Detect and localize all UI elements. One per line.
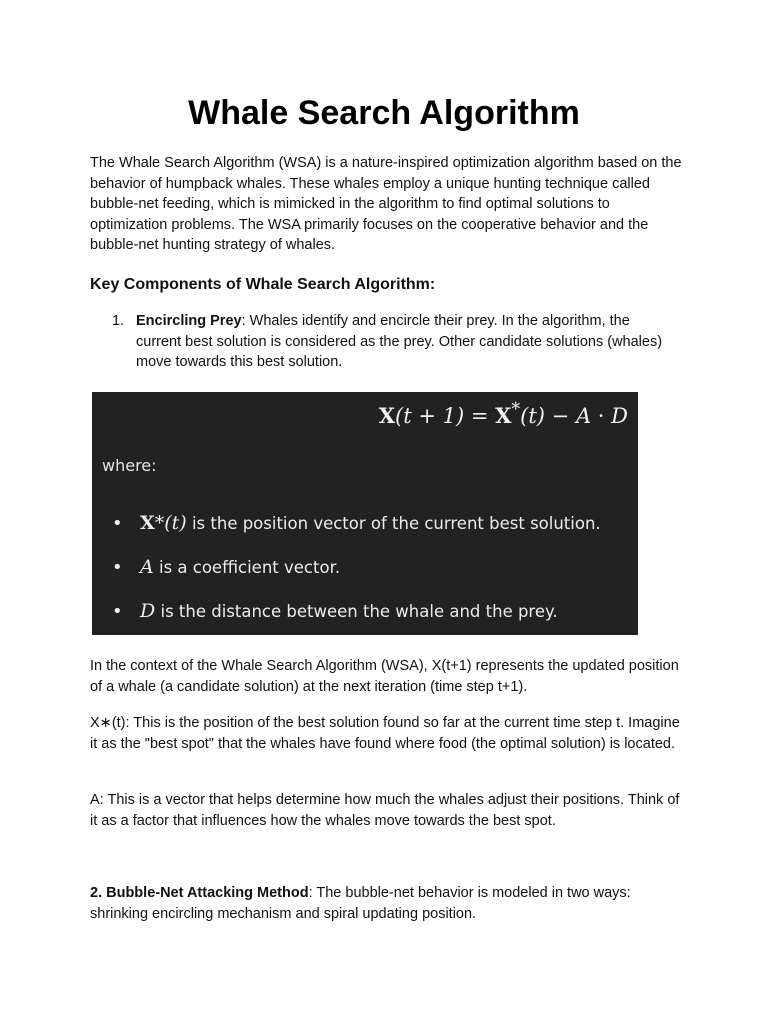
- intro-paragraph: The Whale Search Algorithm (WSA) is a nature-inspired optimization algorithm based on the behavior of humpback whales. These whales employ a unique hunting technique called bubble-net feeding, which is mimicked in the algorithm to find optimal solutions to optimization problems. The WSA primarily focuses on the cooperative behavior and the bubble-net hunting strategy of whales.: [90, 155, 682, 253]
- list-item-description: : Whales identify and encircle their prey. In the algorithm, the current best solution is considered as the prey. Other candidate solutions (whales) move towards this best solution.: [136, 313, 663, 370]
- bullet-dot-icon: •: [112, 601, 123, 622]
- bubble-net-paragraph: [90, 883, 690, 924]
- update-equation: [379, 392, 628, 434]
- eq-rhs-arg: (t) −: [520, 404, 576, 428]
- bullet-symbol-main: A: [140, 556, 154, 578]
- equation-image: [92, 392, 638, 635]
- eq-a-symbol: A: [575, 404, 592, 428]
- section-heading: Key Components of Whale Search Algorithm:: [90, 276, 436, 293]
- bullet-text: is a coefficient vector.: [153, 558, 341, 577]
- bullet-symbol-rest: *(t): [154, 512, 187, 534]
- context-paragraph: In the context of the Whale Search Algorithm (WSA), X(t+1) represents the updated position of a whale (a candidate solution) at the next iteration (time step t+1).: [90, 658, 679, 695]
- bullet-dot-icon: •: [112, 557, 123, 578]
- list-item-text: [136, 311, 666, 373]
- bullet-text: is the position vector of the current best solution.: [186, 514, 601, 533]
- bullet-text: is the distance between the whale and the prey.: [155, 602, 558, 621]
- eq-xstar-symbol: X: [495, 403, 512, 428]
- eq-dot: ·: [591, 404, 612, 428]
- bullet-a: [112, 556, 632, 578]
- eq-star: *: [511, 400, 521, 420]
- xstar-paragraph: X∗(t): This is the position of the best solution found so far at the current time step t. Imagine it as the "best spot" that the whales have found where food (the optimal solution) is located.: [90, 715, 680, 752]
- bullet-symbol-main: X: [140, 512, 155, 534]
- bullet-symbol-main: D: [140, 600, 156, 622]
- eq-d-symbol: D: [611, 404, 628, 428]
- bubble-net-text: : The bubble-net behavior is modeled in two ways: shrinking encircling mechanism and spiral updating position.: [90, 885, 631, 922]
- page-title: Whale Search Algorithm: [188, 94, 580, 132]
- bubble-net-term: 2. Bubble-Net Attacking Method: [90, 885, 309, 901]
- bullet-d: [112, 600, 632, 622]
- a-paragraph: A: This is a vector that helps determine how much the whales adjust their positions. Think of it as a factor that influences how the whales move towards the best spot.: [90, 792, 680, 829]
- where-label: where:: [102, 456, 157, 475]
- bullet-symbol: [140, 512, 187, 534]
- bullet-symbol: [140, 600, 155, 622]
- list-item-term: Encircling Prey: [136, 313, 242, 329]
- bullet-symbol: [140, 556, 154, 578]
- bullet-xstar: [112, 512, 632, 534]
- bullet-dot-icon: •: [112, 513, 123, 534]
- eq-lhs-arg: (t + 1) =: [395, 404, 496, 428]
- list-number: 1.: [112, 313, 125, 329]
- eq-x-symbol: X: [378, 403, 396, 428]
